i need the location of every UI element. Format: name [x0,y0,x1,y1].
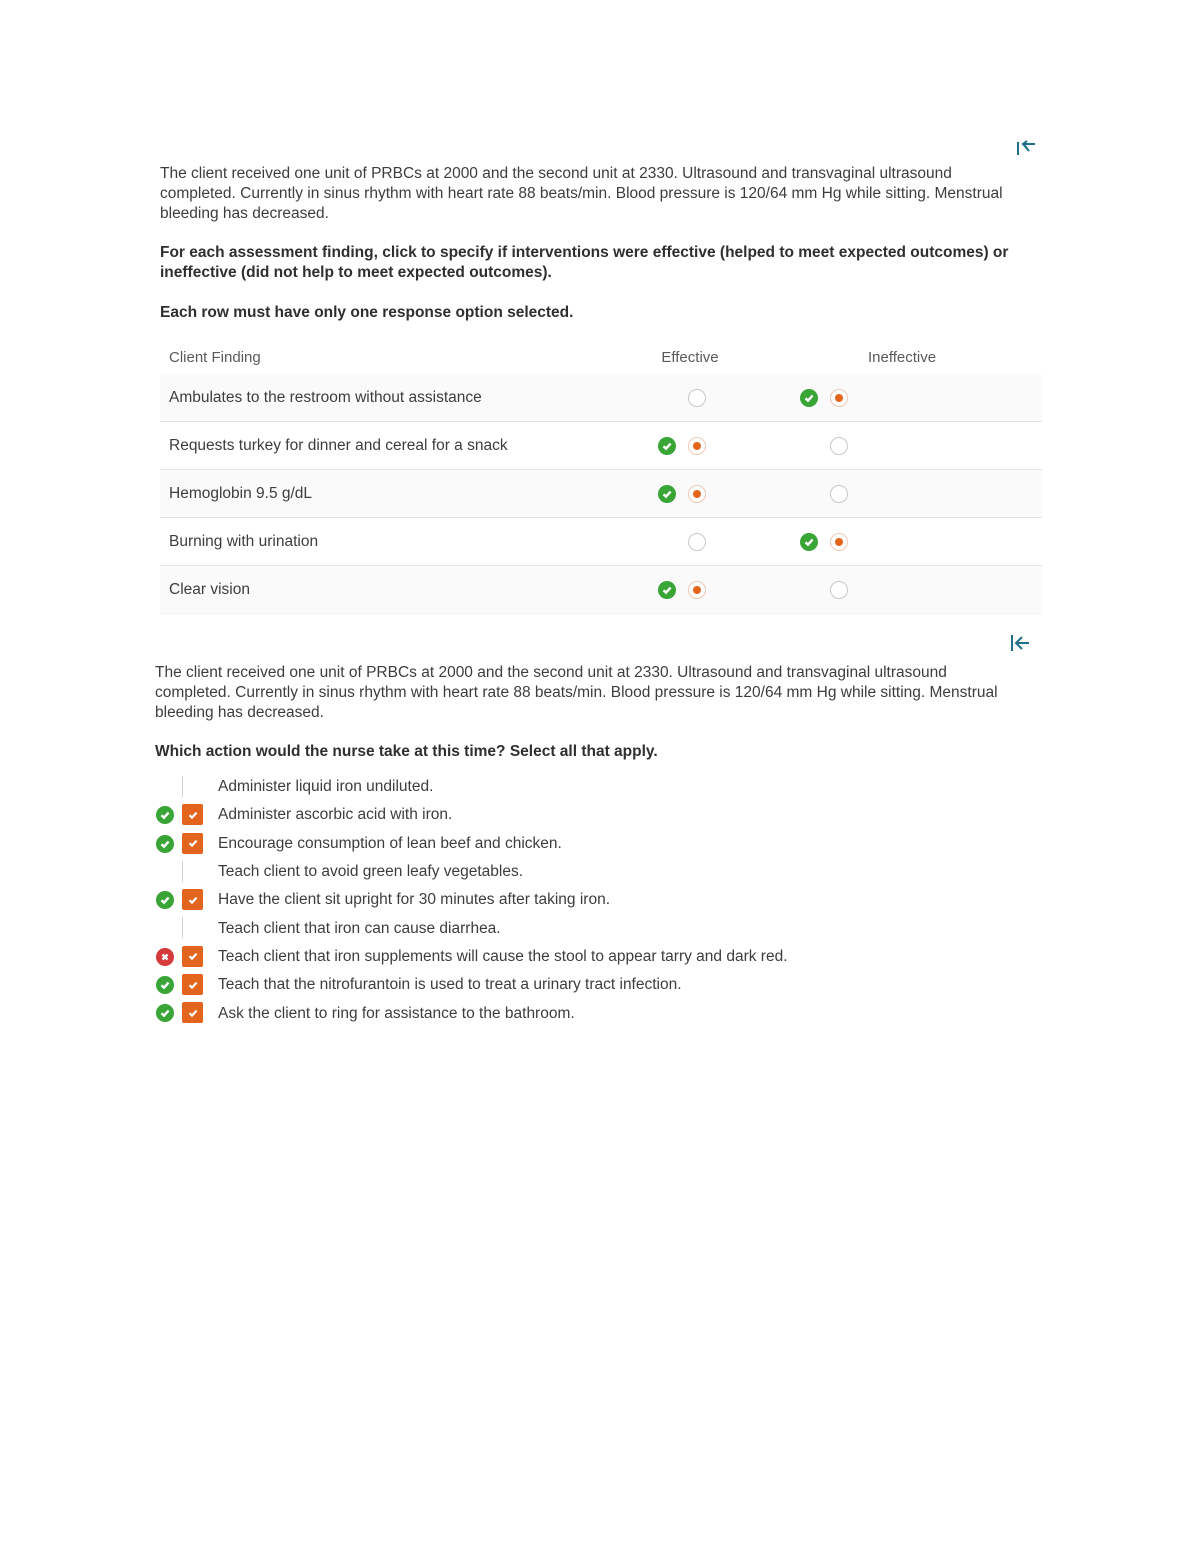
finding-label: Hemoglobin 9.5 g/dL [169,484,313,502]
collapse-section-button[interactable] [1007,630,1033,656]
option-checkbox[interactable] [182,946,203,967]
assessment-matrix [160,340,1042,614]
scenario-text: The client received one unit of PRBCs at 2000 and the second unit at 2330. Ultrasound and transvaginal ultrasound completed. Currently in sinus rhythm with heart rate 88 beats/min. Blood pressure is 120/64 mm Hg while sitting. Menstrual bleeding has decreased. [155,664,998,721]
option-item[interactable] [155,830,1035,858]
option-checkbox[interactable] [182,804,203,825]
option-item[interactable] [155,773,1035,801]
incorrect-icon [156,948,174,966]
correct-icon [156,976,174,994]
matrix-row [160,470,1042,518]
option-checkbox[interactable] [182,861,203,882]
option-item[interactable] [155,999,1035,1027]
radio-ineffective[interactable] [830,581,848,599]
option-item[interactable] [155,943,1035,971]
radio-effective[interactable] [688,389,706,407]
matrix-header [160,340,1042,374]
radio-ineffective[interactable] [830,485,848,503]
option-item[interactable] [155,971,1035,999]
matrix-instruction: For each assessment finding, click to specify if interventions were effective (helped to meet expected outcomes) or ineffective (did not help to meet expected outcomes). [160,244,1009,281]
option-label: Ask the client to ring for assistance to the bathroom. [218,1004,575,1022]
correct-icon [658,437,676,455]
option-label: Teach client that iron supplements will cause the stool to appear tarry and dark red. [218,947,788,965]
correct-icon [658,485,676,503]
correct-icon [156,1004,174,1022]
option-checkbox[interactable] [182,889,203,910]
collapse-section-button[interactable] [1013,135,1039,161]
option-checkbox[interactable] [182,1002,203,1023]
correct-icon [658,581,676,599]
header-client-finding: Client Finding [169,348,261,366]
matrix-rule: Each row must have only one response option selected. [160,304,574,321]
option-label: Teach client that iron can cause diarrhea. [218,919,501,937]
finding-label: Burning with urination [169,532,319,550]
option-checkbox[interactable] [182,833,203,854]
answer-options [155,773,1035,1028]
option-item[interactable] [155,914,1035,942]
option-label: Administer ascorbic acid with iron. [218,806,453,824]
radio-effective[interactable] [688,485,706,503]
correct-icon [156,835,174,853]
radio-ineffective[interactable] [830,533,848,551]
header-effective: Effective [661,348,719,366]
option-label: Have the client sit upright for 30 minutes after taking iron. [218,891,611,909]
option-label: Encourage consumption of lean beef and chicken. [218,834,562,852]
collapse-top-icon [1015,139,1037,157]
finding-label: Clear vision [169,580,250,598]
radio-effective[interactable] [688,581,706,599]
radio-effective[interactable] [688,437,706,455]
option-item[interactable] [155,886,1035,914]
scenario-text: The client received one unit of PRBCs at 2000 and the second unit at 2330. Ultrasound and transvaginal ultrasound completed. Currently in sinus rhythm with heart rate 88 beats/min. Blood pressure is 120/64 mm Hg while sitting. Menstrual bleeding has decreased. [160,165,1003,222]
matrix-row [160,374,1042,422]
option-checkbox[interactable] [182,974,203,995]
option-label: Teach client to avoid green leafy vegetables. [218,863,524,881]
correct-icon [800,533,818,551]
radio-ineffective[interactable] [830,389,848,407]
matrix-row [160,518,1042,566]
finding-label: Ambulates to the restroom without assistance [169,388,482,406]
question-text: Which action would the nurse take at this time? Select all that apply. [155,743,658,760]
correct-icon [156,806,174,824]
header-ineffective: Ineffective [868,348,937,366]
option-item[interactable] [155,858,1035,886]
option-checkbox[interactable] [182,917,203,938]
radio-effective[interactable] [688,533,706,551]
finding-label: Requests turkey for dinner and cereal for a snack [169,436,508,454]
matrix-row [160,566,1042,614]
option-label: Administer liquid iron undiluted. [218,778,434,796]
option-item[interactable] [155,801,1035,829]
correct-icon [800,389,818,407]
radio-ineffective[interactable] [830,437,848,455]
option-checkbox[interactable] [182,776,203,797]
collapse-left-icon [1009,633,1031,653]
matrix-row [160,422,1042,470]
correct-icon [156,891,174,909]
option-label: Teach that the nitrofurantoin is used to treat a urinary tract infection. [218,976,682,994]
